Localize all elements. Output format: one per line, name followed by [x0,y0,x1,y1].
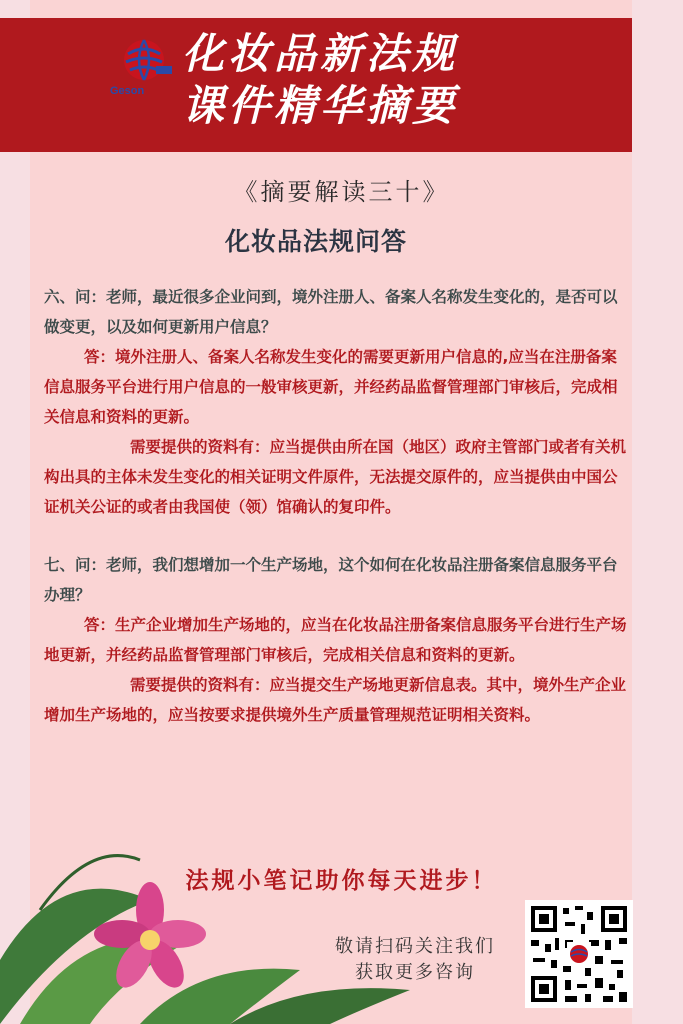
answer-7-documents: 需要提供的资料有：应当提交生产场地更新信息表。其中，境外生产企业增加生产场地的，应当按要求提供境外生产质量管理规范证明相关资料。 [44,676,627,724]
answer-6-documents: 需要提供的资料有：应当提供由所在国（地区）政府主管部门或者有关机构出具的主体未发生变化的相关证明文件原件，无法提交原件的，应当提供由中国公证机关公证的或者由我国使（领）馆确认的复印件。 [44,438,627,516]
subtitle: 《摘要解读三十》 [233,178,450,206]
logo-text: Geson [110,85,145,97]
follow-text [300,934,530,986]
qa-content [44,282,628,730]
header-title-line1: 化妆品新法规 [182,29,459,78]
follow-line2: 获取更多咨询 [355,962,475,983]
follow-line1: 敬请扫码关注我们 [335,936,495,957]
question-7: 七、问：老师，我们想增加一个生产场地，这个如何在化妆品注册备案信息服务平台办理？ [44,556,618,604]
header-title-line2: 课件精华摘要 [182,81,459,130]
answer-6: 答：境外注册人、备案人名称发生变化的需要更新用户信息的,应当在注册备案信息服务平台进行用户信息的一般审核更新，并经药品监督管理部门审核后，完成相关信息和资料的更新。 [44,348,618,426]
question-6: 六、问：老师，最近很多企业问到，境外注册人、备案人名称发生变化的，是否可以做变更，以及如何更新用户信息？ [44,288,618,336]
header-title [182,28,622,132]
slogan: 法规小笔记助你每天进步！ [185,868,498,894]
flower-leaves-icon [0,840,420,1024]
section-title: 化妆品法规问答 [224,227,407,256]
globe-logo-icon [108,36,180,98]
answer-7: 答：生产企业增加生产场地的，应当在化妆品注册备案信息服务平台进行生产场地更新，并经药品监督管理部门审核后，完成相关信息和资料的更新。 [44,616,627,664]
qr-code-icon[interactable] [525,900,633,1008]
